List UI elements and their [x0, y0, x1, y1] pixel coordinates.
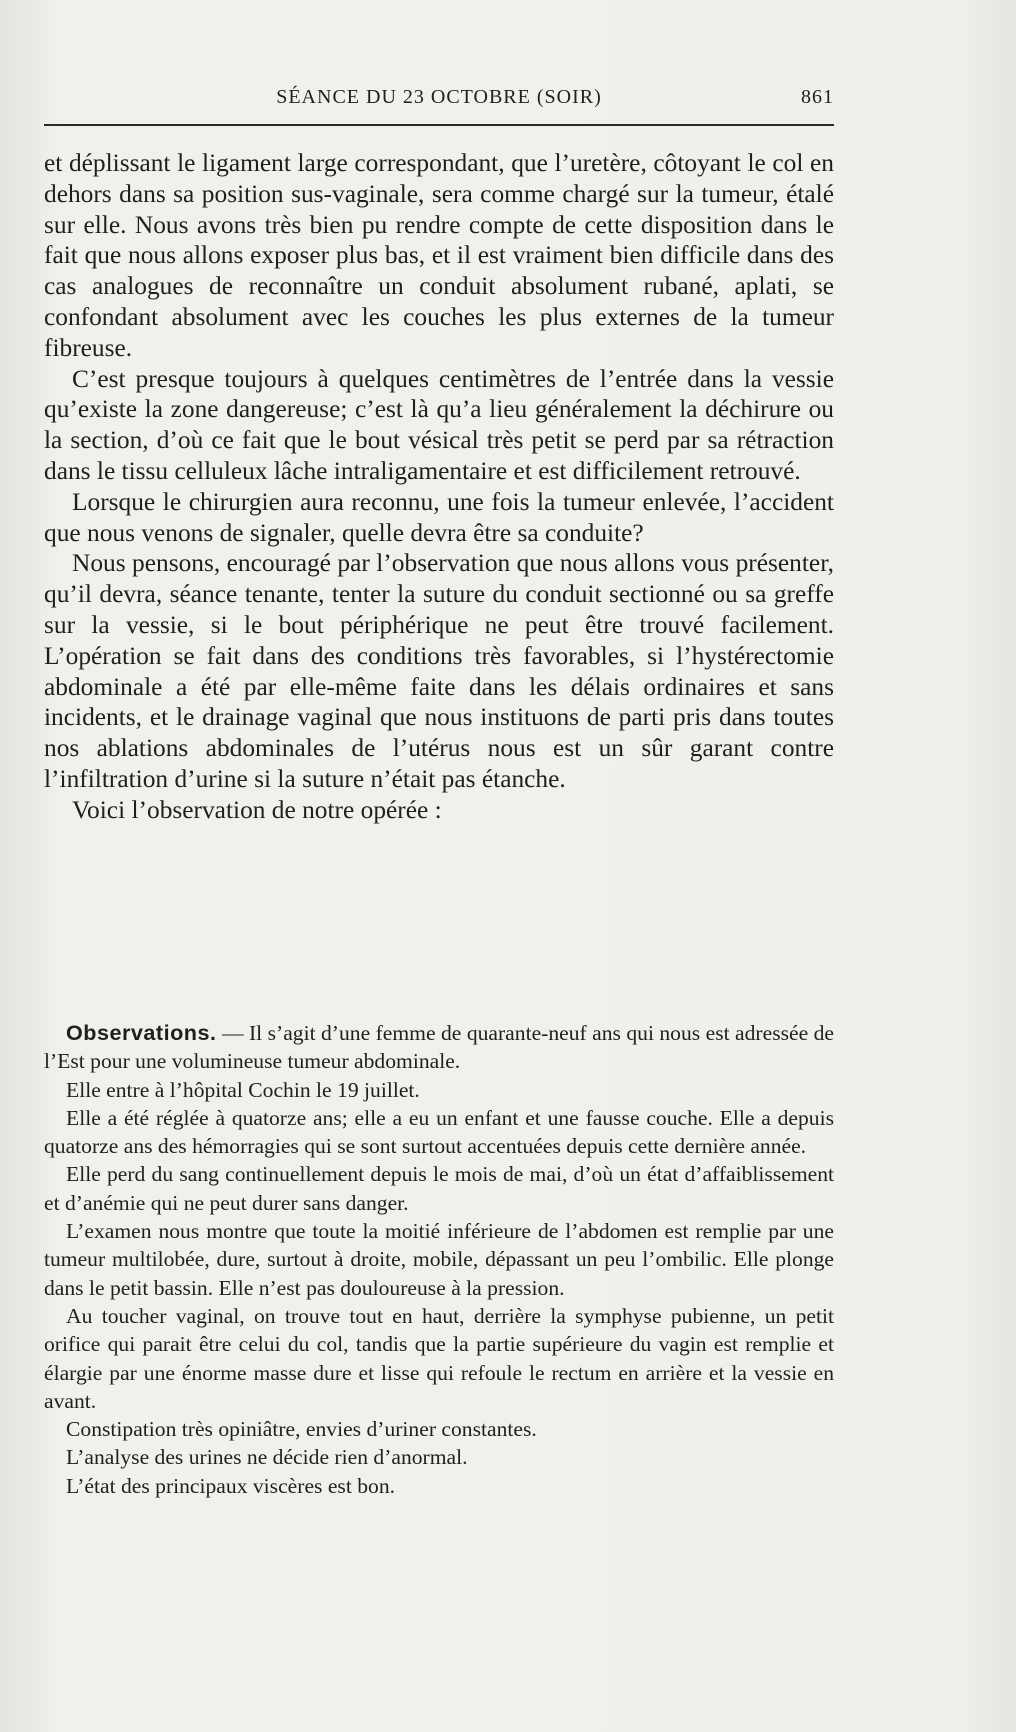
observation-paragraph: L’état des principaux viscères est bon. [66, 1473, 396, 1498]
header-rule [44, 124, 834, 126]
paragraph: Lorsque le chirurgien aura reconnu, une fois la tumeur enlevée, l’accident que nous venons de signaler, quelle devra être sa conduite? [44, 487, 834, 547]
paragraph: Nous pensons, encouragé par l’observation que nous allons vous présenter, qu’il devra, séance tenante, tenter la suture du conduit sectionné ou sa greffe sur la vessie, si le bout périphérique ne peut être trouvé facilement. L’opération se fait dans des conditions très favorables, si l’hystérectomie abdominale a été par elle-même faite dans les délais ordinaires et sans incidents, et le drainage vaginal que nous instituons de parti pris dans toutes nos ablations abdominales de l’utérus nous est un sûr garant contre l’infiltration d’urine si la suture n’était pas étanche. [44, 549, 834, 793]
paragraph: et déplissant le ligament large correspondant, que l’uretère, côtoyant le col en dehors dans sa position sus-vaginale, sera comme chargé sur la tumeur, étalé sur elle. Nous avons très bien pu rendre compte de cette disposition dans le fait que nous allons exposer plus bas, et il est vraiment bien difficile dans des cas analogues de reconnaître un conduit absolument rubané, aplati, se confondant absolument avec les couches les plus externes de la tumeur fibreuse. [44, 149, 834, 362]
running-header [44, 86, 834, 116]
paragraph: Voici l’observation de notre opérée : [72, 795, 442, 824]
running-title: SÉANCE DU 23 OCTOBRE (SOIR) [276, 86, 602, 108]
observation-paragraph: L’analyse des urines ne décide rien d’anormal. [66, 1445, 468, 1470]
main-text [44, 148, 834, 826]
observation-paragraph: Constipation très opiniâtre, envies d’uriner constantes. [66, 1417, 537, 1442]
observation-lead [44, 1019, 834, 1076]
observation-paragraph: Elle perd du sang continuellement depuis le mois de mai, d’où un état d’affaiblissement et d’anémie qui ne peut durer sans danger. [44, 1162, 834, 1215]
page-number: 861 [801, 86, 834, 108]
observation-paragraph: Elle entre à l’hôpital Cochin le 19 juillet. [66, 1077, 420, 1102]
observation-paragraph: Elle a été réglée à quatorze ans; elle a eu un enfant et une fausse couche. Elle a depuis quatorze ans des hémorragies qui se sont surtout accentuées depuis cette dernière année. [44, 1105, 834, 1159]
paragraph: C’est presque toujours à quelques centimètres de l’entrée dans la vessie qu’existe la zone dangereuse; c’est là qu’a lieu généralement la déchirure ou la section, d’où ce fait que le bout vésical très petit se perd par sa rétraction dans le tissu celluleux lâche intraligamentaire et est difficilement retrouvé. [44, 364, 834, 485]
observation-section [44, 1019, 834, 1500]
observation-lead-text: — Il s’agit d’une femme de quarante-neuf ans qui nous est adressée de l’Est pour une volumineuse tumeur abdominale. [44, 1021, 834, 1074]
observation-paragraph: L’examen nous montre que toute la moitié inférieure de l’abdomen est remplie par une tumeur multilobée, dure, surtout à droite, mobile, dépassant un peu l’ombilic. Elle plonge dans le petit bassin. Elle n’est pas douloureuse à la pression. [44, 1219, 834, 1300]
observation-paragraph: Au toucher vaginal, on trouve tout en haut, derrière la symphyse pubienne, un petit orifice qui parait être celui du col, tandis que la partie supérieure du vagin est remplie et élargie par une énorme masse dure et lisse qui refoule le rectum en arrière et la vessie en avant. [44, 1303, 834, 1413]
observation-label: Observations. [66, 1020, 217, 1045]
